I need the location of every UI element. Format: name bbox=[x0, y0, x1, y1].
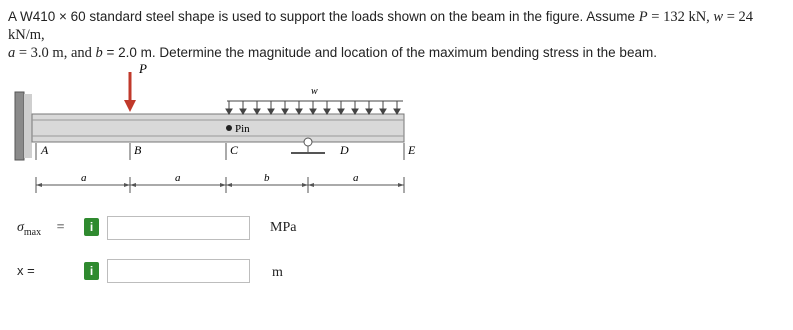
b-symbol: b bbox=[95, 45, 103, 61]
P-symbol: P bbox=[638, 9, 648, 25]
sigma-max-input[interactable] bbox=[107, 216, 250, 240]
a-value: = 3.0 m, and bbox=[15, 45, 96, 61]
b-value-rest: = 2.0 m. Determine the magnitude and location of the maximum bending stress in the beam. bbox=[102, 45, 657, 60]
span-DE: a bbox=[353, 172, 359, 184]
fixed-wall bbox=[15, 92, 24, 160]
x-label: x = bbox=[17, 263, 35, 278]
label-A: A bbox=[41, 143, 49, 157]
span-BC: a bbox=[175, 172, 181, 184]
span-CD: b bbox=[264, 172, 270, 184]
label-E: E bbox=[408, 143, 416, 157]
beam bbox=[32, 114, 404, 142]
info-button-sigma[interactable]: i bbox=[84, 218, 99, 236]
label-P: P bbox=[139, 61, 147, 76]
label-C: C bbox=[230, 143, 239, 157]
x-unit: m bbox=[272, 265, 283, 280]
pin-icon bbox=[226, 125, 232, 131]
label-B: B bbox=[134, 143, 142, 157]
distributed-load-arrows bbox=[226, 101, 400, 114]
sigma-max-label: $\sigma_{max}$ = bbox=[17, 220, 65, 238]
x-location-input[interactable] bbox=[107, 259, 250, 283]
problem-text-1: A W410 × 60 standard steel shape is used to support the loads shown on the beam in the figure. Assume bbox=[8, 9, 639, 24]
sigma-unit: MPa bbox=[270, 220, 297, 235]
wall-face bbox=[24, 94, 32, 158]
label-w: w bbox=[311, 86, 318, 97]
label-D: D bbox=[340, 143, 349, 157]
span-AB: a bbox=[81, 172, 87, 184]
P-value: = 132 kN, bbox=[647, 9, 714, 25]
info-button-x[interactable]: i bbox=[84, 262, 99, 280]
a-symbol: a bbox=[8, 45, 16, 61]
label-pin: Pin bbox=[235, 123, 250, 135]
w-value: = 24 kN/m, bbox=[8, 9, 754, 43]
w-symbol: w bbox=[713, 9, 724, 25]
